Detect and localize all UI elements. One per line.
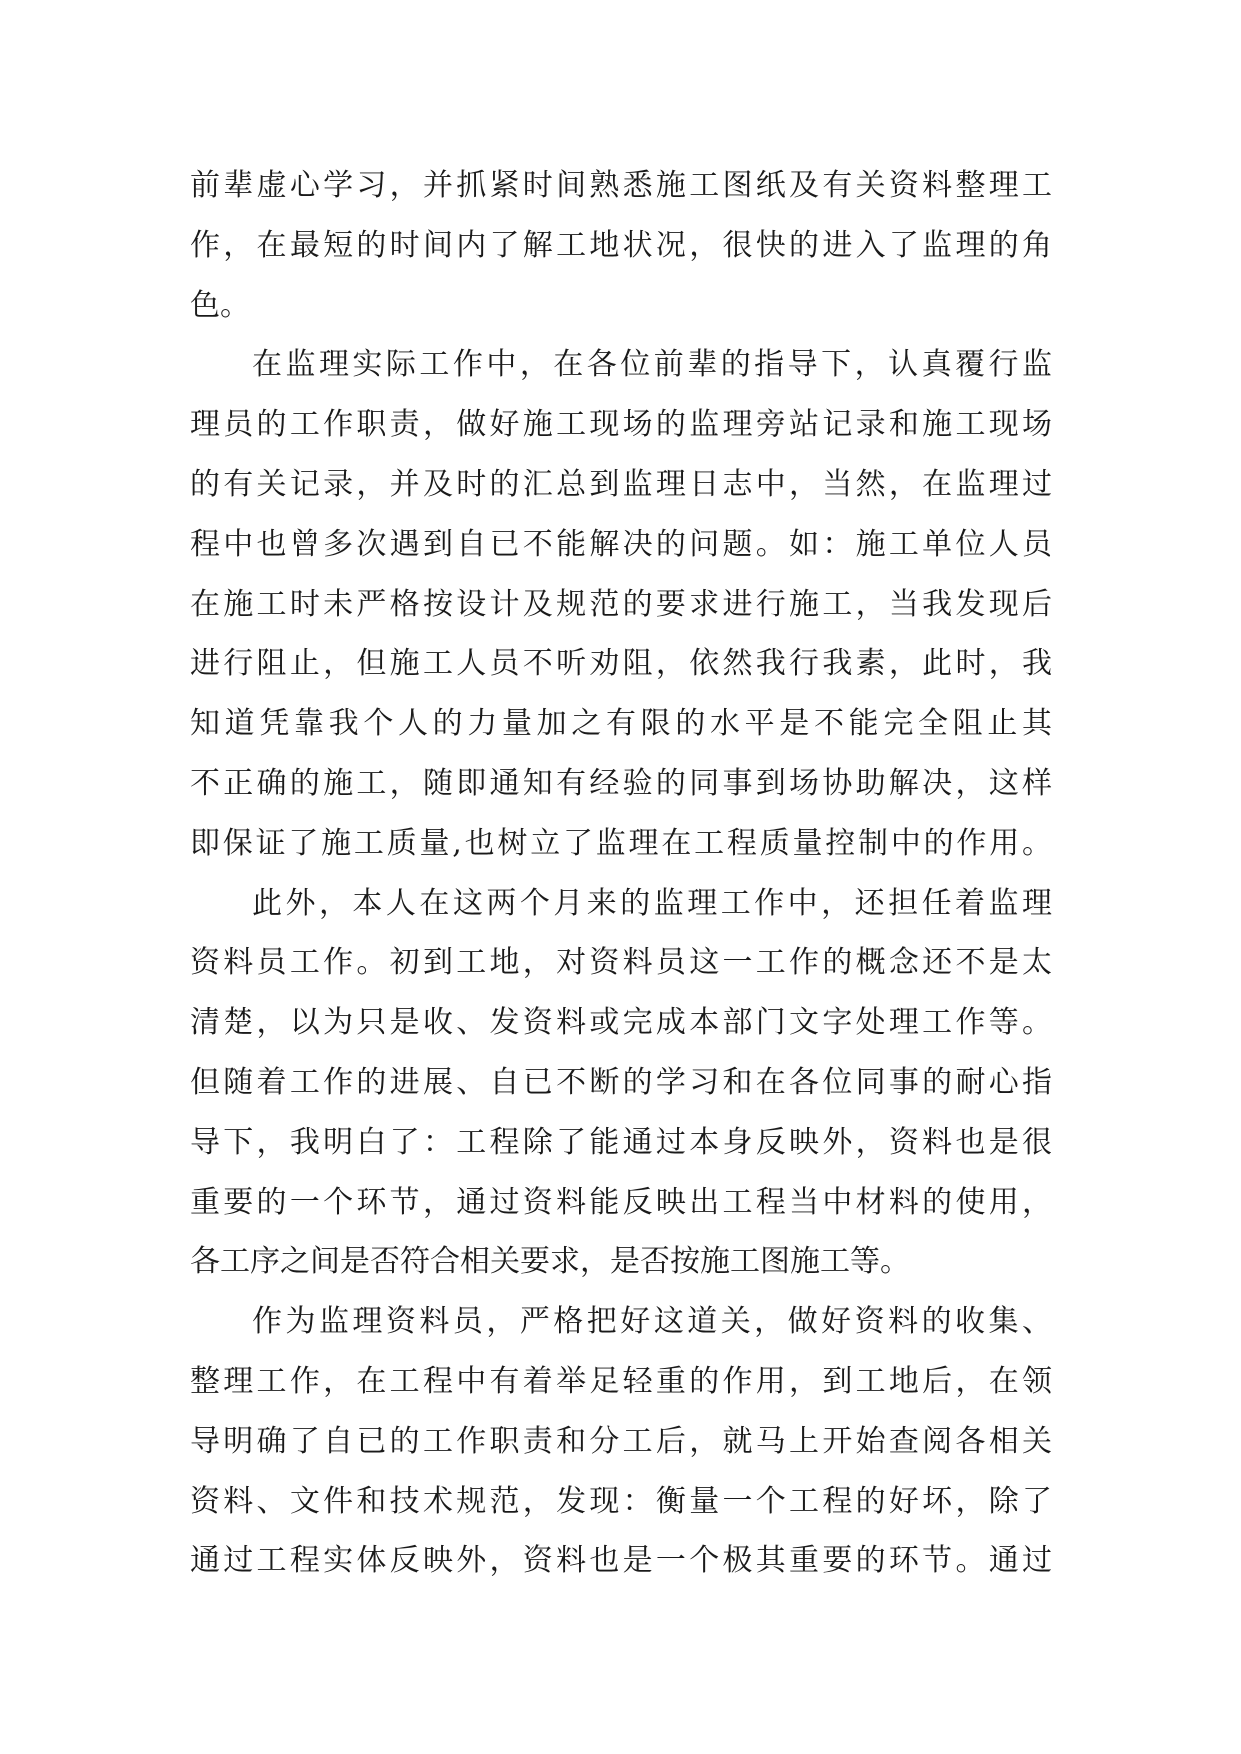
text-line: 理员的工作职责，做好施工现场的监理旁站记录和施工现场 xyxy=(190,407,1052,443)
text-line: 整理工作，在工程中有着举足轻重的作用，到工地后，在领 xyxy=(190,1363,1052,1399)
text-line: 进行阻止，但施工人员不听劝阻，依然我行我素，此时，我 xyxy=(190,646,1052,682)
text-line: 重要的一个环节，通过资料能反映出工程当中材料的使用， xyxy=(190,1184,1052,1220)
text-line: 在施工时未严格按设计及规范的要求进行施工，当我发现后 xyxy=(190,586,1052,622)
text-line: 程中也曾多次遇到自已不能解决的问题。如：施工单位人员 xyxy=(190,526,1052,562)
text-line: 作，在最短的时间内了解工地状况，很快的进入了监理的角 xyxy=(190,227,1052,263)
text-line: 的有关记录，并及时的汇总到监理日志中，当然，在监理过 xyxy=(190,466,1052,502)
text-line: 此外，本人在这两个月来的监理工作中，还担任着监理 xyxy=(252,885,1052,921)
text-line: 资料员工作。初到工地，对资料员这一工作的概念还不是太 xyxy=(190,945,1052,981)
text-line: 导明确了自已的工作职责和分工后，就马上开始查阅各相关 xyxy=(190,1423,1052,1459)
text-line: 作为监理资料员，严格把好这道关，做好资料的收集、 xyxy=(252,1304,1052,1340)
document-body xyxy=(190,156,1052,1591)
text-line: 不正确的施工，随即通知有经验的同事到场协助解决，这样 xyxy=(190,765,1052,801)
text-line: 但随着工作的进展、自已不断的学习和在各位同事的耐心指 xyxy=(190,1064,1052,1100)
text-line: 资料、文件和技术规范，发现：衡量一个工程的好坏，除了 xyxy=(190,1483,1052,1519)
text-line: 导下，我明白了：工程除了能通过本身反映外，资料也是很 xyxy=(190,1124,1052,1160)
text-line: 通过工程实体反映外，资料也是一个极其重要的环节。通过 xyxy=(190,1543,1052,1579)
text-line: 各工序之间是否符合相关要求，是否按施工图施工等。 xyxy=(190,1244,910,1280)
text-line: 色。 xyxy=(190,287,250,323)
paragraph-1 xyxy=(190,156,1052,335)
text-line: 前辈虚心学习，并抓紧时间熟悉施工图纸及有关资料整理工 xyxy=(190,168,1052,203)
paragraph-4 xyxy=(190,1292,1052,1591)
paragraph-3 xyxy=(190,874,1052,1293)
text-line: 清楚，以为只是收、发资料或完成本部门文字处理工作等。 xyxy=(190,1005,1052,1041)
text-line: 即保证了施工质量,也树立了监理在工程质量控制中的作用。 xyxy=(190,825,1052,861)
text-line: 知道凭靠我个人的力量加之有限的水平是不能完全阻止其 xyxy=(190,706,1052,742)
text-line: 在监理实际工作中，在各位前辈的指导下，认真覆行监 xyxy=(252,347,1052,383)
paragraph-2 xyxy=(190,335,1052,873)
